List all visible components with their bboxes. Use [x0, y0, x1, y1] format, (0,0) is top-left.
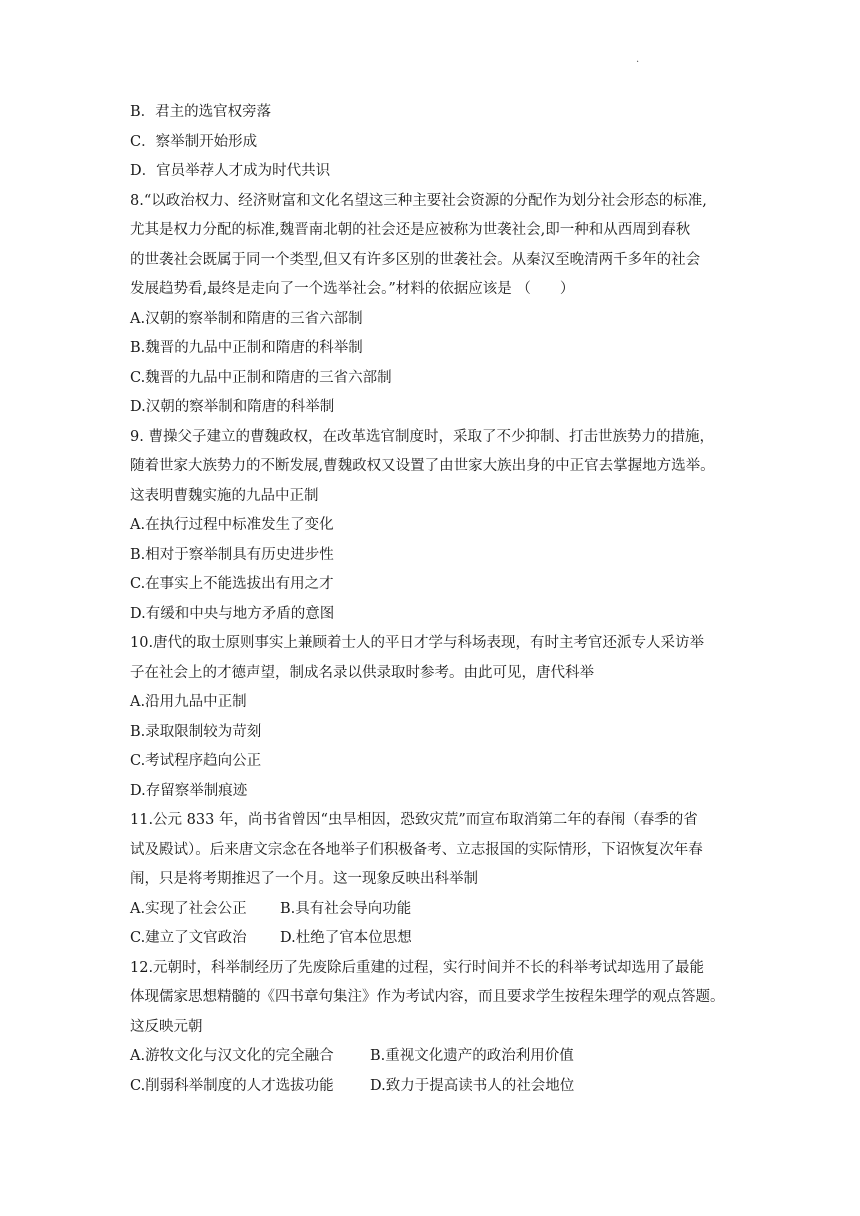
q12-stem-line: 12.元朝时，科举制经历了先废除后重建的过程，实行时间并不长的科举考试却选用了最能: [130, 959, 705, 976]
q9-option-c: C.在事实上不能选拔出有用之才: [130, 576, 334, 592]
q8-option-b: B.魏晋的九品中正制和隋唐的科举制: [130, 340, 363, 356]
q8-option-a: A.汉朝的察举制和隋唐的三省六部制: [130, 310, 363, 327]
q12-option-c: C.削弱科举制度的人才选拔功能: [130, 1077, 334, 1094]
q12-option-b: B.重视文化遗产的政治利用价值: [370, 1048, 574, 1064]
q11-options-row: [130, 924, 742, 954]
q8-option-c: C.魏晋的九品中正制和隋唐的三省六部制: [130, 369, 392, 386]
q12-options-row: [130, 1072, 742, 1102]
q11-stem-line: 试及殿试）。后来唐文宗念在各地举子们积极备考、立志报国的实际情形，下诏恢复次年春: [130, 841, 703, 858]
q9-stem-line: 随着世家大族势力的不断发展,曹魏政权又设置了由世家大族出身的中正官去掌握地方选举。: [130, 458, 715, 474]
q11-option-b: B.具有社会导向功能: [280, 900, 412, 917]
q7-option-c: C．察举制开始形成: [130, 133, 258, 150]
q10-option-b: B.录取限制较为苛刻: [130, 723, 262, 740]
question-content: [130, 98, 742, 1101]
q9-option-b: B.相对于察举制具有历史进步性: [130, 546, 334, 563]
q12-stem-line: 这反映元朝: [130, 1018, 203, 1035]
q8-option-d: D.汉朝的察举制和隋唐的科举制: [130, 399, 335, 415]
q11-option-d: D.杜绝了官本位思想: [280, 930, 412, 946]
q10-option-c: C.考试程序趋向公正: [130, 753, 262, 769]
q11-option-c: C.建立了文官政治: [130, 930, 247, 946]
q12-option-a: A.游牧文化与汉文化的完全融合: [130, 1048, 334, 1064]
q10-option-d: D.存留察举制痕迹: [130, 782, 248, 799]
q11-stem-line: 11.公元 833 年，尚书省曾因“虫旱相因，恐致灾荒”而宣布取消第二年的春闱（春季的省: [130, 812, 698, 828]
q9-option-a: A.在执行过程中标准发生了变化: [130, 517, 334, 533]
q9-stem-line: 这表明曹魏实施的九品中正制: [130, 487, 319, 504]
q8-stem-line: 发展趋势看,最终是走向了一个选举社会。”材料的依据应该是 （ ）: [130, 281, 575, 297]
q11-options-row: [130, 895, 742, 925]
q10-option-a: A.沿用九品中正制: [130, 694, 247, 710]
q9-stem-line: 9. 曹操父子建立的曹魏政权，在改革选官制度时，采取了不少抑制、打击世族势力的措施，: [130, 428, 714, 445]
q8-stem-line: 尤其是权力分配的标准,魏晋南北朝的社会还是应被称为世袭社会,即一种和从西周到春秋: [130, 222, 691, 238]
q7-option-d: D．官员举荐人才成为时代共识: [130, 163, 331, 179]
q10-stem-line: 子在社会上的才德声望，制成名录以供录取时参考。由此可见，唐代科举: [130, 664, 594, 681]
q11-option-a: A.实现了社会公正: [130, 900, 247, 917]
q10-stem-line: 10.唐代的取士原则事实上兼顾着士人的平日才学与科场表现，有时主考官还派专人采访举: [130, 635, 705, 651]
page-marker: .: [636, 54, 640, 65]
q12-stem-line: 体现儒家思想精髓的《四书章句集注》作为考试内容，而且要求学生按程朱理学的观点答题。: [130, 989, 725, 1005]
q7-option-b: B．君主的选官权旁落: [130, 104, 272, 120]
q9-option-d: D.有缓和中央与地方矛盾的意图: [130, 605, 335, 622]
q12-options-row: [130, 1042, 742, 1072]
q8-stem-line: 的世袭社会既属于同一个类型,但又有许多区别的世袭社会。从秦汉至晚清两千多年的社会: [130, 251, 701, 268]
q12-option-d: D.致力于提高读书人的社会地位: [370, 1077, 575, 1094]
q8-stem-line: 8.“以政治权力、经济财富和文化名望这三种主要社会资源的分配作为划分社会形态的标准,: [130, 192, 707, 209]
q11-stem-line: 闱，只是将考期推迟了一个月。这一现象反映出科举制: [130, 871, 478, 887]
